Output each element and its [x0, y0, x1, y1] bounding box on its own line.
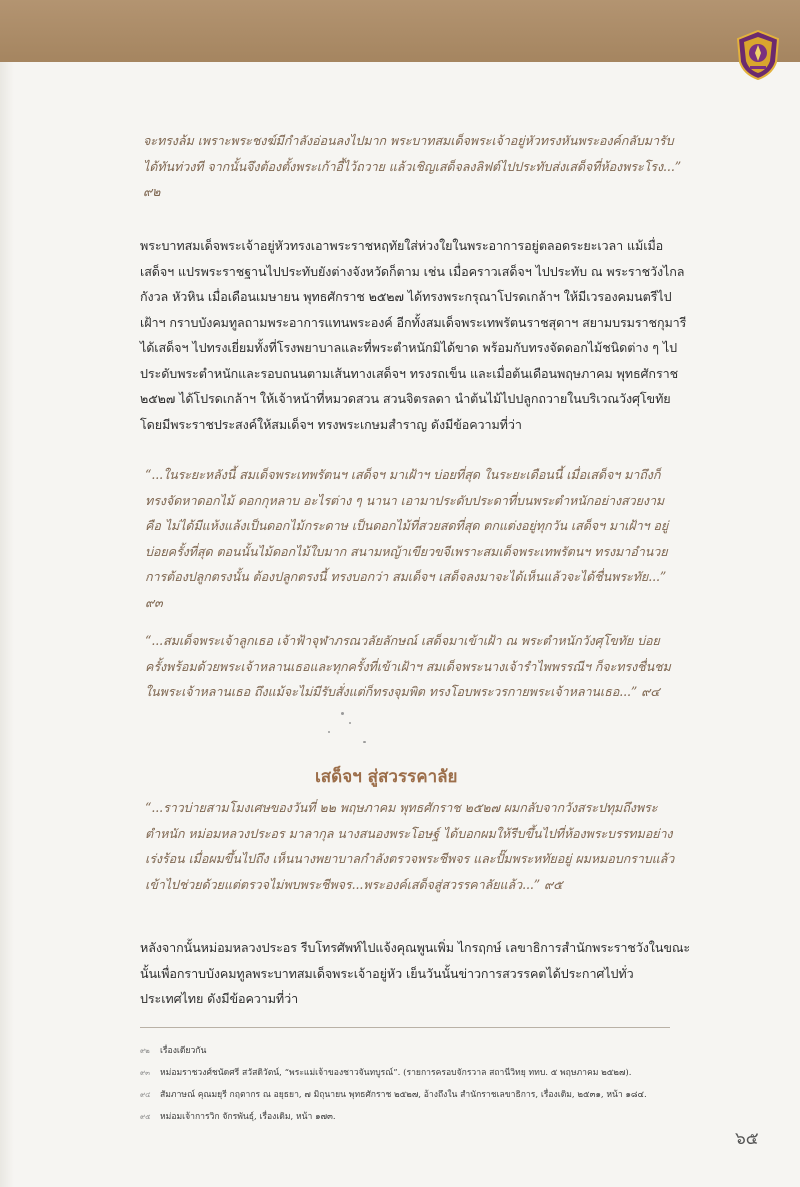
- footnote: [140, 1084, 680, 1106]
- quote-block-4: “...ราวบ่ายสามโมงเศษของวันที่ ๒๒ พฤษภาคม พุทธศักราช ๒๕๒๗ ผมกลับจากวังสระปทุมถึงพระตำหนัก หม่อมหลวงประอร มาลากุล นางสนองพระโอษฐ์ ได้บอกผมให้รีบขึ้นไปที่ห้องพระบรรทมอย่างเร่งร้อน เมื่อผมขึ้นไปถึง เห็นนางพยาบาลกำลังตรวจพระชีพจร และปั๊มพระหทัยอยู่ ผมหมอบกราบแล้วเข้าไปช่วยด้วยแต่ตรวจไม่พบพระชีพจร...พระองค์เสด็จสู่สวรรคาลัยแล้ว...” ๙๕: [145, 800, 675, 892]
- footnote: [140, 1040, 680, 1062]
- body-paragraph-2: หลังจากนั้นหม่อมหลวงประอร รีบโทรศัพท์ไปแจ้งคุณพูนเพิ่ม ไกรฤกษ์ เลขาธิการสำนักพระราชวังในขณะนั้นเพื่อกราบบังคมทูลพระบาทสมเด็จพระเจ้าอยู่หัว เย็นวันนั้นข่าวการสวรรคตได้ประกาศไปทั่วประเทศไทย ดังมีข้อความที่ว่า: [140, 940, 691, 1006]
- footnote-number: ๙๕: [140, 1113, 151, 1121]
- footnote-number: ๙๔: [140, 1091, 151, 1099]
- footnote-number: ๙๒: [140, 1047, 150, 1055]
- top-color-band: [0, 0, 800, 62]
- quote-continuation: จะทรงล้ม เพราะพระชงฆ์มีกำลังอ่อนลงไปมาก พระบาทสมเด็จพระเจ้าอยู่หัวทรงหันพระองค์กลับมารับได้ทันท่วงที จากนั้นจึงต้องตั้งพระเก้าอี้ไว้ถวาย แล้วเชิญเสด็จลงลิฟต์ไปประทับส่งเสด็จที่ห้องพระโรง...” ๙๒: [143, 133, 682, 199]
- scan-speck: [328, 731, 330, 733]
- quote-block-3: “...สมเด็จพระเจ้าลูกเธอ เจ้าฟ้าจุฬาภรณวลัยลักษณ์ เสด็จมาเข้าเฝ้า ณ พระตำหนักวังศุโขทัย บ่อยครั้งพร้อมด้วยพระเจ้าหลานเธอและทุกครั้งที่เข้าเฝ้าฯ สมเด็จพระนางเจ้ารำไพพรรณีฯ ก็จะทรงชื่นชมในพระเจ้าหลานเธอ ถึงแม้จะไม่มีรับสั่งแต่ก็ทรงจุมพิต ทรงโอบพระวรกายพระเจ้าหลานเธอ...” ๙๔: [145, 633, 671, 699]
- footnote: [140, 1062, 680, 1084]
- scan-speck: [349, 722, 351, 724]
- body-paragraph-1: พระบาทสมเด็จพระเจ้าอยู่หัวทรงเอาพระราชหฤทัยใส่ห่วงใยในพระอาการอยู่ตลอดระยะเวลา แม้เมื่อเสด็จฯ แปรพระราชฐานไปประทับยังต่างจังหวัดก็ตาม เช่น เมื่อคราวเสด็จฯ ไปประทับ ณ พระราชวังไกลกังวล หัวหิน เมื่อเดือนเมษายน พุทธศักราช ๒๕๒๗ ได้ทรงพระกรุณาโปรดเกล้าฯ ให้มีเวรองคมนตรีไปเฝ้าฯ กราบบังคมทูลถามพระอาการแทนพระองค์ อีกทั้งสมเด็จพระเทพรัตนราชสุดาฯ สยามบรมราชกุมารีได้เสด็จฯ ไปทรงเยี่ยมทั้งที่โรงพยาบาลและที่พระตำหนักมิได้ขาด พร้อมกับทรงจัดดอกไม้ชนิดต่าง ๆ ไปประดับพระตำหนักและรอบถนนตามเส้นทางเสด็จฯ ทรงรถเข็น และเมื่อต้นเดือนพฤษภาคม พุทธศักราช ๒๕๒๗ ได้โปรดเกล้าฯ ให้เจ้าหน้าที่หมวดสวน สวนจิตรลดา นำต้นไม้ไปปลูกถวายในบริเวณวังศุโขทัย โดยมีพระราชประสงค์ให้สมเด็จฯ ทรงพระเกษมสำราญ ดังมีข้อความที่ว่า: [140, 238, 687, 432]
- section-heading: เสด็จฯ สู่สวรรคาลัย: [315, 767, 458, 787]
- scan-speck: [363, 741, 366, 743]
- footnotes: [140, 1040, 680, 1128]
- quote-block-2: “...ในระยะหลังนี้ สมเด็จพระเทพรัตนฯ เสด็จฯ มาเฝ้าฯ บ่อยที่สุด ในระยะเดือนนี้ เมื่อเสด็จฯ มาถึงก็ทรงจัดหาดอกไม้ ดอกกุหลาบ อะไรต่าง ๆ นานา เอามาประดับประดาที่บนพระตำหนักอย่างสวยงาม คือ ไม่ได้มีแห้งแล้งเป็นดอกไม้กระดาษ เป็นดอกไม้ที่สวยสดที่สุด ตกแต่งอยู่ทุกวัน เสด็จฯ มาเฝ้าฯ อยู่บ่อยครั้งที่สุด ตอนนั้นไม้ดอกไม้ใบมาก สนามหญ้าเขียวขจีเพราะสมเด็จพระเทพรัตนฯ ทรงมาอำนวยการต้องปลูกตรงนั้น ต้องปลูกตรงนี้ ทรงบอกว่า สมเด็จฯ เสด็จลงมาจะได้เห็นแล้วจะได้ชื่นพระทัย...” ๙๓: [145, 467, 669, 610]
- footnote-text: เรื่องเดียวกัน: [160, 1046, 207, 1056]
- footnote-text: หม่อมราชวงศ์ชนัดศรี สวัสดิวัตน์, “พระแม่เจ้าของชาวจันทบูรณ์”. (รายการครอบจักรวาล สถานีวิทยุ ททบ. ๕ พฤษภาคม ๒๕๒๗).: [160, 1068, 632, 1078]
- footnote-divider: [140, 1027, 670, 1028]
- footnote-text: สัมภาษณ์ คุณมยุรี กฤตากร ณ อยุธยา, ๗ มิถุนายน พุทธศักราช ๒๕๒๗, อ้างถึงใน สำนักราชเลขาธิการ, เรื่องเดิม, ๒๕๓๑, หน้า ๑๘๔.: [160, 1090, 647, 1100]
- page-number: ๖๕: [735, 1129, 759, 1149]
- footnote-number: ๙๓: [140, 1069, 150, 1077]
- scan-speck: [341, 712, 344, 715]
- footnote-text: หม่อมเจ้าการวิก จักรพันธุ์, เรื่องเดิม, หน้า ๑๗๓.: [160, 1112, 336, 1122]
- footnote: [140, 1106, 680, 1128]
- page-edge-shadow: [0, 62, 14, 1187]
- university-seal-icon: [736, 30, 780, 80]
